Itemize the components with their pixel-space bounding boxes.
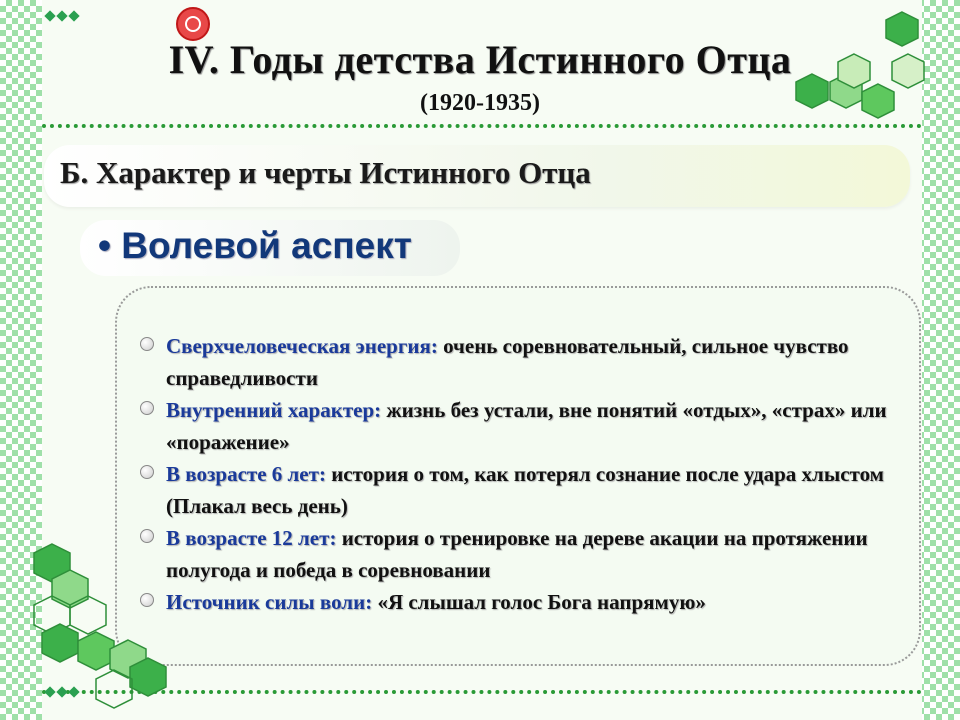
slide-subtitle: (1920-1935) (420, 90, 540, 116)
list-item-text: жизнь без устали, вне понятий «отдых», «страх» или «поражение» (166, 398, 887, 454)
bullet-icon (140, 529, 154, 543)
list-item (138, 458, 898, 522)
list-item-key: Источник силы воли: (166, 590, 373, 614)
hexagon-decoration-icon (784, 4, 924, 124)
list-item (138, 586, 898, 618)
list-item-text: очень соревновательный, сильное чувство справедливости (166, 334, 849, 390)
top-divider (42, 124, 922, 128)
list-item (138, 330, 898, 394)
bullet-icon (140, 401, 154, 415)
section-heading: Б. Характер и черты Истинного Отца (60, 155, 591, 190)
list-item-key: В возрасте 12 лет: (166, 526, 337, 550)
aspect-heading: • Волевой аспект (98, 225, 412, 266)
bullet-icon (140, 593, 154, 607)
list-item (138, 522, 898, 586)
section-heading-banner (44, 145, 910, 207)
list-item (138, 394, 898, 458)
trait-list (138, 330, 898, 618)
list-item-key: В возрасте 6 лет: (166, 462, 326, 486)
slide-title: IV. Годы детства Истинного Отца (168, 37, 792, 82)
list-item-text: «Я слышал голос Бога напрямую» (372, 590, 706, 614)
aspect-heading-banner (80, 220, 460, 276)
list-item-key: Сверхчеловеческая энергия: (166, 334, 438, 358)
list-item-text: история о тренировке на дереве акации на протяжении полугода и победа в соревновании (166, 526, 868, 582)
bullet-icon (140, 465, 154, 479)
bullet-icon (140, 337, 154, 351)
list-item-key: Внутренний характер: (166, 398, 382, 422)
list-item-text: история о том, как потерял сознание после удара хлыстом (Плакал весь день) (166, 462, 884, 518)
